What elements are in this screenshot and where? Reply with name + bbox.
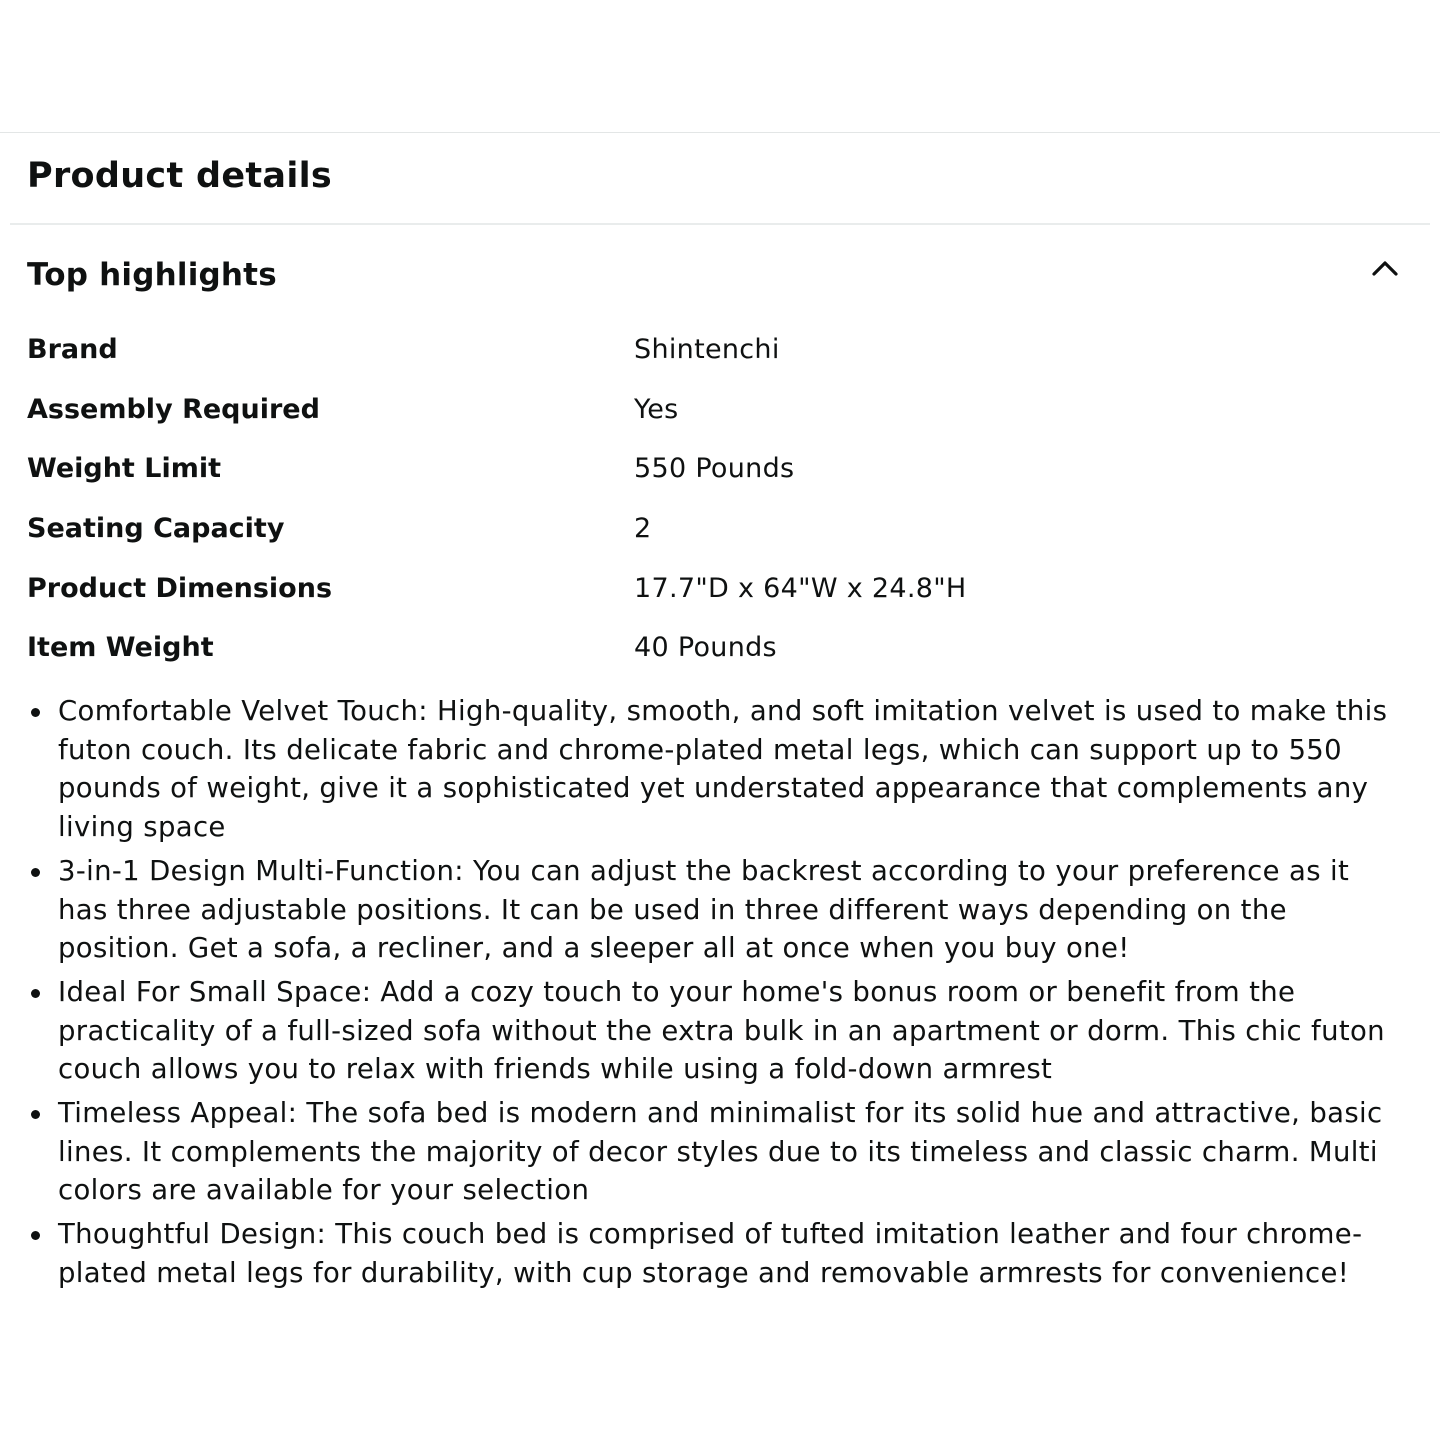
spec-value-product-dimensions: 17.7"D x 64"W x 24.8"H: [634, 572, 967, 604]
bullet-dot-icon: [31, 868, 40, 877]
spec-label-seating-capacity: Seating Capacity: [27, 513, 285, 545]
spec-value-brand: Shintenchi: [634, 334, 780, 366]
feature-bullet: [0, 692, 1440, 847]
section-title: Product details: [27, 156, 333, 196]
feature-bullet: [0, 852, 1440, 968]
feature-bullet: [0, 973, 1440, 1089]
feature-bullets: [0, 692, 1440, 1298]
spec-row: [27, 618, 1417, 678]
bullet-dot-icon: [31, 1110, 40, 1119]
feature-bullet: [0, 1094, 1440, 1210]
spec-label-brand: Brand: [27, 334, 118, 366]
spec-row: [27, 380, 1417, 440]
feature-bullet-text: Comfortable Velvet Touch: High-quality, smooth, and soft imitation velvet is used to make this futon couch. Its delicate fabric and chrome-plated metal legs, which can support up to 550 pounds of weight, give it a sophisticated yet understated appearance that complements any living space: [58, 695, 1388, 844]
spec-label-product-dimensions: Product Dimensions: [27, 572, 333, 604]
top-highlights-toggle[interactable]: [0, 245, 1440, 305]
section-divider: [10, 223, 1430, 225]
spec-label-item-weight: Item Weight: [27, 632, 214, 664]
specs-table: [27, 320, 1417, 678]
chevron-up-icon[interactable]: [1368, 251, 1402, 285]
top-highlights-title: Top highlights: [27, 257, 277, 293]
feature-bullet: [0, 1215, 1440, 1292]
bullet-dot-icon: [31, 989, 40, 998]
spec-row: [27, 439, 1417, 499]
spec-value-assembly-required: Yes: [634, 393, 679, 425]
feature-bullet-text: 3-in-1 Design Multi-Function: You can adjust the backrest according to your preference as it has three adjustable positions. It can be used in three different ways depending on the position. Get a sofa, a recliner, and a sleeper all at once when you buy one!: [58, 854, 1350, 965]
spec-label-assembly-required: Assembly Required: [27, 393, 320, 425]
feature-bullet-text: Ideal For Small Space: Add a cozy touch to your home's bonus room or benefit from the practicality of a full-sized sofa without the extra bulk in an apartment or dorm. This chic futon couch allows you to relax with friends while using a fold-down armrest: [58, 975, 1385, 1086]
spec-row: [27, 499, 1417, 559]
top-divider: [0, 132, 1440, 133]
bullet-dot-icon: [31, 708, 40, 717]
feature-bullet-text: Timeless Appeal: The sofa bed is modern and minimalist for its solid hue and attractive, basic lines. It complements the majority of decor styles due to its timeless and classic charm. Multi colors are available for your selection: [58, 1097, 1383, 1207]
spec-label-weight-limit: Weight Limit: [27, 453, 221, 485]
spec-value-item-weight: 40 Pounds: [634, 632, 777, 664]
spec-row: [27, 558, 1417, 618]
spec-value-seating-capacity: 2: [634, 513, 652, 545]
bullet-dot-icon: [31, 1231, 40, 1240]
feature-bullet-text: Thoughtful Design: This couch bed is comprised of tufted imitation leather and four chrome-plated metal legs for durability, with cup storage and removable armrests for convenience!: [58, 1218, 1363, 1289]
spec-value-weight-limit: 550 Pounds: [634, 453, 795, 485]
spec-row: [27, 320, 1417, 380]
